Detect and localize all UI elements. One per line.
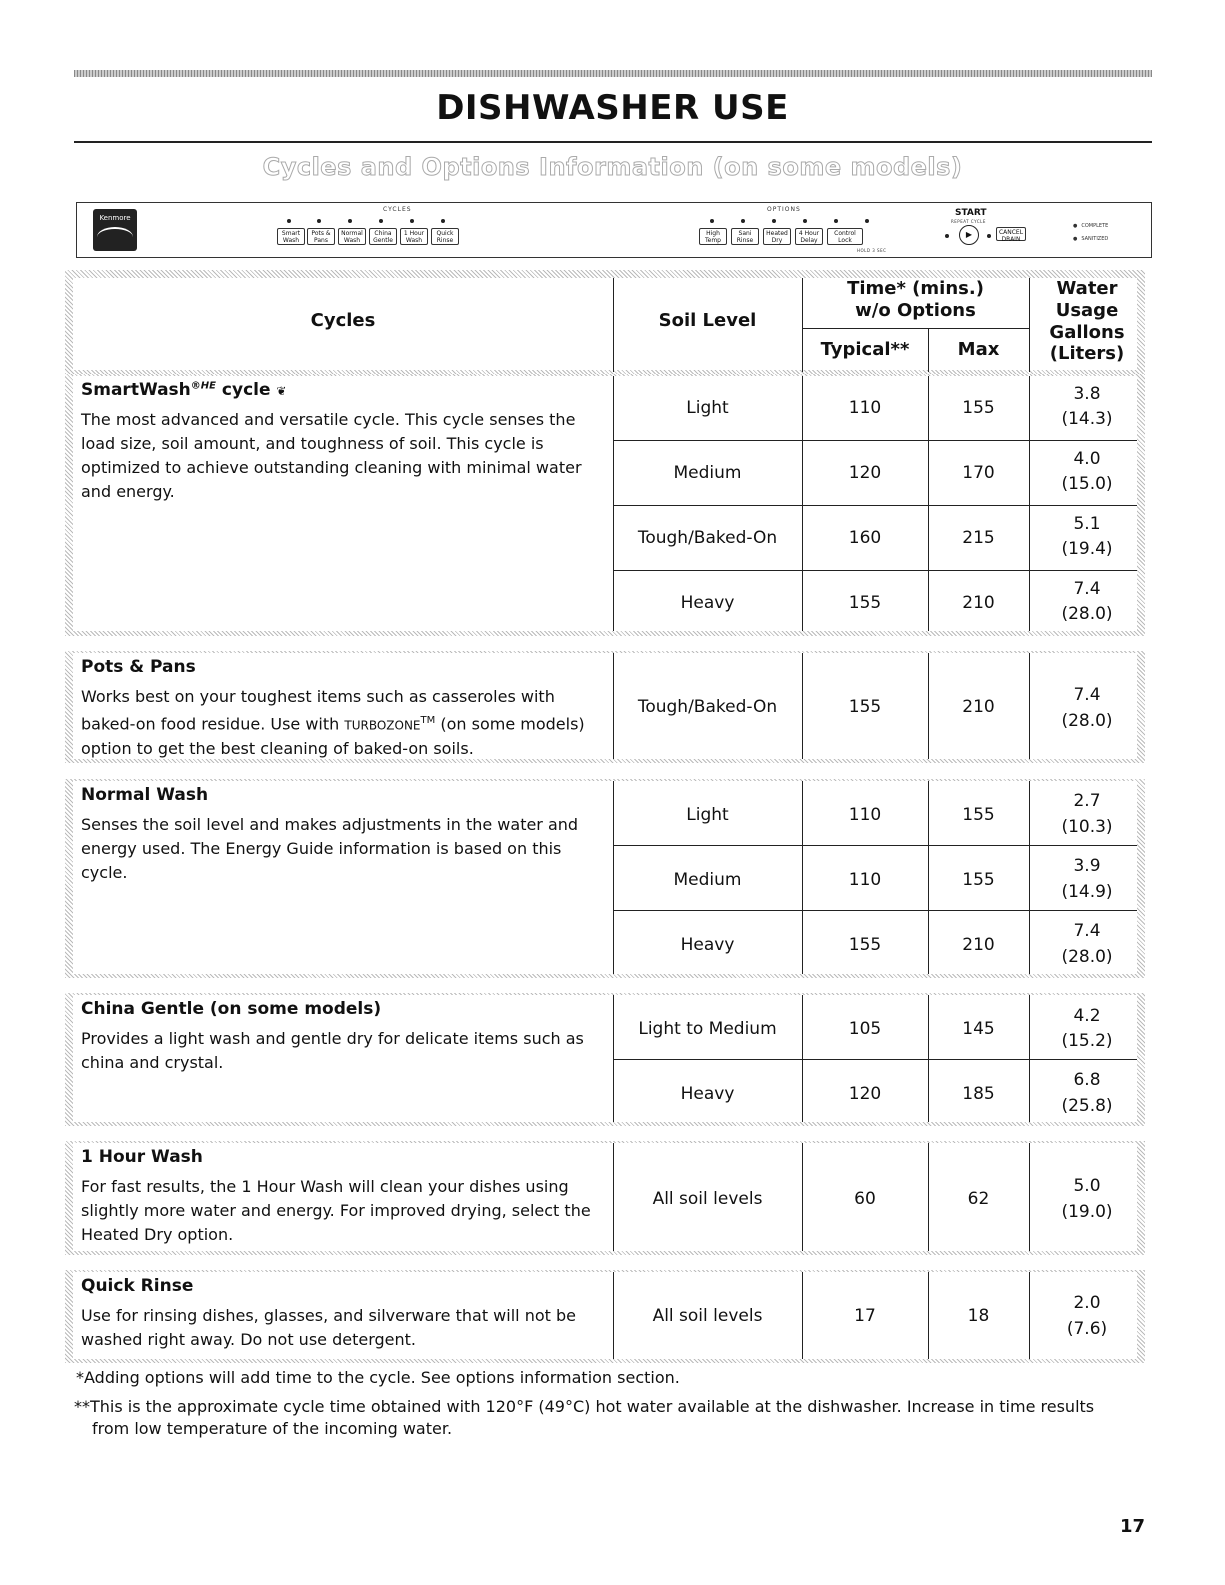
cycle-group-smartwash: SmartWash$^{®HE}$ cycle ❦ The most advanced and versatile cycle. This cycle senses the load size, soil amount, and toughness of soil. This cycle is optimized to achieve outstanding cleaning with minimal water and energy. Light 110 155 3.8 (14.3) Medium 120 170 4.0 (15.0) Tough/Baked-On 160 215 5.1 (19.4) Heavy 155 210 7.4 (28.0) <box>65 374 1145 636</box>
page-title: DISHWASHER USE <box>436 88 789 128</box>
option-button-control-lock: Control Lock <box>827 228 863 245</box>
kenmore-logo: Kenmore <box>93 209 137 251</box>
indicator-dot <box>287 219 291 223</box>
option-button-heated-dry: Heated Dry <box>763 228 791 245</box>
start-play-icon: ▶ <box>959 225 979 245</box>
option-button-4-hour-delay: 4 Hour Delay <box>795 228 823 245</box>
cycle-name: Normal Wash <box>81 785 209 805</box>
cycle-group-pots-pans: Pots & Pans Works best on your toughest items such as casseroles with baked-on food residue. Use with TURBOZONE™ (on some models) option to get the best cleaning of baked-on soils. Tough/Baked-On 155 210 7.4 (28.0) <box>65 651 1145 763</box>
header-time-sub: w/o Options <box>855 300 976 321</box>
header-liters: (Liters) <box>1049 343 1125 364</box>
cycle-name: 1 Hour Wash <box>81 1147 203 1167</box>
cycle-button-smart-wash: Smart Wash <box>277 228 305 245</box>
cycle-description: For fast results, the 1 Hour Wash will clean your dishes using slightly more water and energy. For improved drying, select the Heated Dry option. <box>81 1177 591 1244</box>
indicator-dot <box>441 219 445 223</box>
page-number: 17 <box>1120 1516 1146 1537</box>
cycle-button-china-gentle: China Gentle <box>369 228 397 245</box>
title-rule <box>74 141 1152 143</box>
header-soil-level: Soil Level <box>658 310 757 331</box>
indicator-dot <box>710 219 714 223</box>
cycle-name: SmartWash$^{®HE}$ cycle ❦ <box>81 380 287 400</box>
hold-label: HOLD 3 SEC <box>857 248 887 253</box>
indicator-dot <box>945 234 949 238</box>
indicator-dot <box>410 219 414 223</box>
cycles-label: CYCLES <box>383 206 412 213</box>
cycle-button-1-hour-wash: 1 Hour Wash <box>400 228 428 245</box>
footnote-2: **This is the approximate cycle time obtained with 120°F (49°C) hot water available at the dishwasher. Increase in time results <box>74 1397 1095 1416</box>
leaf-icon: ❦ <box>276 384 287 398</box>
status-sanitized: ● SANITIZED <box>1073 236 1108 242</box>
cycle-button-normal-wash: Normal Wash <box>338 228 366 245</box>
footnote-1: *Adding options will add time to the cycle. See options information section. <box>76 1368 680 1387</box>
indicator-dot <box>741 219 745 223</box>
section-subtitle: Cycles and Options Information (on some models) <box>262 153 963 181</box>
logo-wave-icon <box>97 227 133 247</box>
header-gallons: Gallons <box>1049 322 1125 343</box>
indicator-dot <box>803 219 807 223</box>
cycle-description: Senses the soil level and makes adjustments in the water and energy used. The Energy Guide information is based on this cycle. <box>81 815 579 882</box>
cancel-drain-button: CANCEL DRAIN <box>996 227 1026 241</box>
cycle-group-normal-wash: Normal Wash Senses the soil level and makes adjustments in the water and energy used. The Energy Guide information is based on this cycle. Light 110 155 2.7 (10.3) Medium 110 155 3.9 (14.9) Heavy 155 210 7.4 (28.0) <box>65 779 1145 978</box>
cycle-group-quick-rinse: Quick Rinse Use for rinsing dishes, glasses, and silverware that will not be washed right away. Do not use detergent. All soil levels 17 18 2.0 (7.6) <box>65 1270 1145 1363</box>
cycle-name: China Gentle (on some models) <box>81 999 382 1019</box>
header-usage: Usage <box>1055 300 1119 321</box>
header-water: Water <box>1056 278 1118 299</box>
control-panel-illustration <box>76 202 1152 258</box>
header-cycles: Cycles <box>310 310 376 331</box>
status-complete: ● COMPLETE <box>1073 223 1108 229</box>
cycle-group-china-gentle: China Gentle (on some models) Provides a light wash and gentle dry for delicate items such as china and crystal. Light to Medium 105 145 4.2 (15.2) Heavy 120 185 6.8 (25.8) <box>65 993 1145 1126</box>
cycle-group-1-hour-wash: 1 Hour Wash For fast results, the 1 Hour Wash will clean your dishes using slightly more water and energy. For improved drying, select the Heated Dry option. All soil levels 60 62 5.0 (19.0) <box>65 1141 1145 1255</box>
indicator-dot <box>772 219 776 223</box>
cycle-name: Pots & Pans <box>81 657 196 677</box>
indicator-dot <box>379 219 383 223</box>
options-label: OPTIONS <box>767 206 801 213</box>
cycle-button-pots-pans: Pots & Pans <box>307 228 335 245</box>
indicator-dot <box>834 219 838 223</box>
indicator-dot <box>987 234 991 238</box>
table-header <box>65 270 1145 374</box>
header-max: Max <box>957 339 1000 360</box>
cycle-description: Use for rinsing dishes, glasses, and silverware that will not be washed right away. Do not use detergent. <box>81 1306 576 1349</box>
indicator-dot <box>348 219 352 223</box>
cycle-button-quick-rinse: Quick Rinse <box>431 228 459 245</box>
top-rule <box>74 70 1152 77</box>
indicator-dot <box>865 219 869 223</box>
cycle-description: Provides a light wash and gentle dry for delicate items such as china and crystal. <box>81 1029 584 1072</box>
repeat-cycle-label: REPEAT CYCLE <box>951 219 986 224</box>
footnote-2-cont: from low temperature of the incoming water. <box>92 1419 453 1438</box>
cycle-description: The most advanced and versatile cycle. This cycle senses the load size, soil amount, and toughness of soil. This cycle is optimized to achieve outstanding cleaning with minimal water and energy. <box>81 410 582 501</box>
start-label: START <box>955 208 987 218</box>
header-typical: Typical** <box>820 339 910 360</box>
header-time: Time* (mins.) <box>847 278 984 299</box>
cycle-name: Quick Rinse <box>81 1276 194 1296</box>
indicator-dot <box>317 219 321 223</box>
option-button-high-temp: High Temp <box>699 228 727 245</box>
cycle-description: Works best on your toughest items such as casseroles with baked-on food residue. Use with TURBOZONE™ (on some models) option to get the best cleaning of baked-on soils. <box>81 687 585 759</box>
option-button-sani-rinse: Sani Rinse <box>731 228 759 245</box>
